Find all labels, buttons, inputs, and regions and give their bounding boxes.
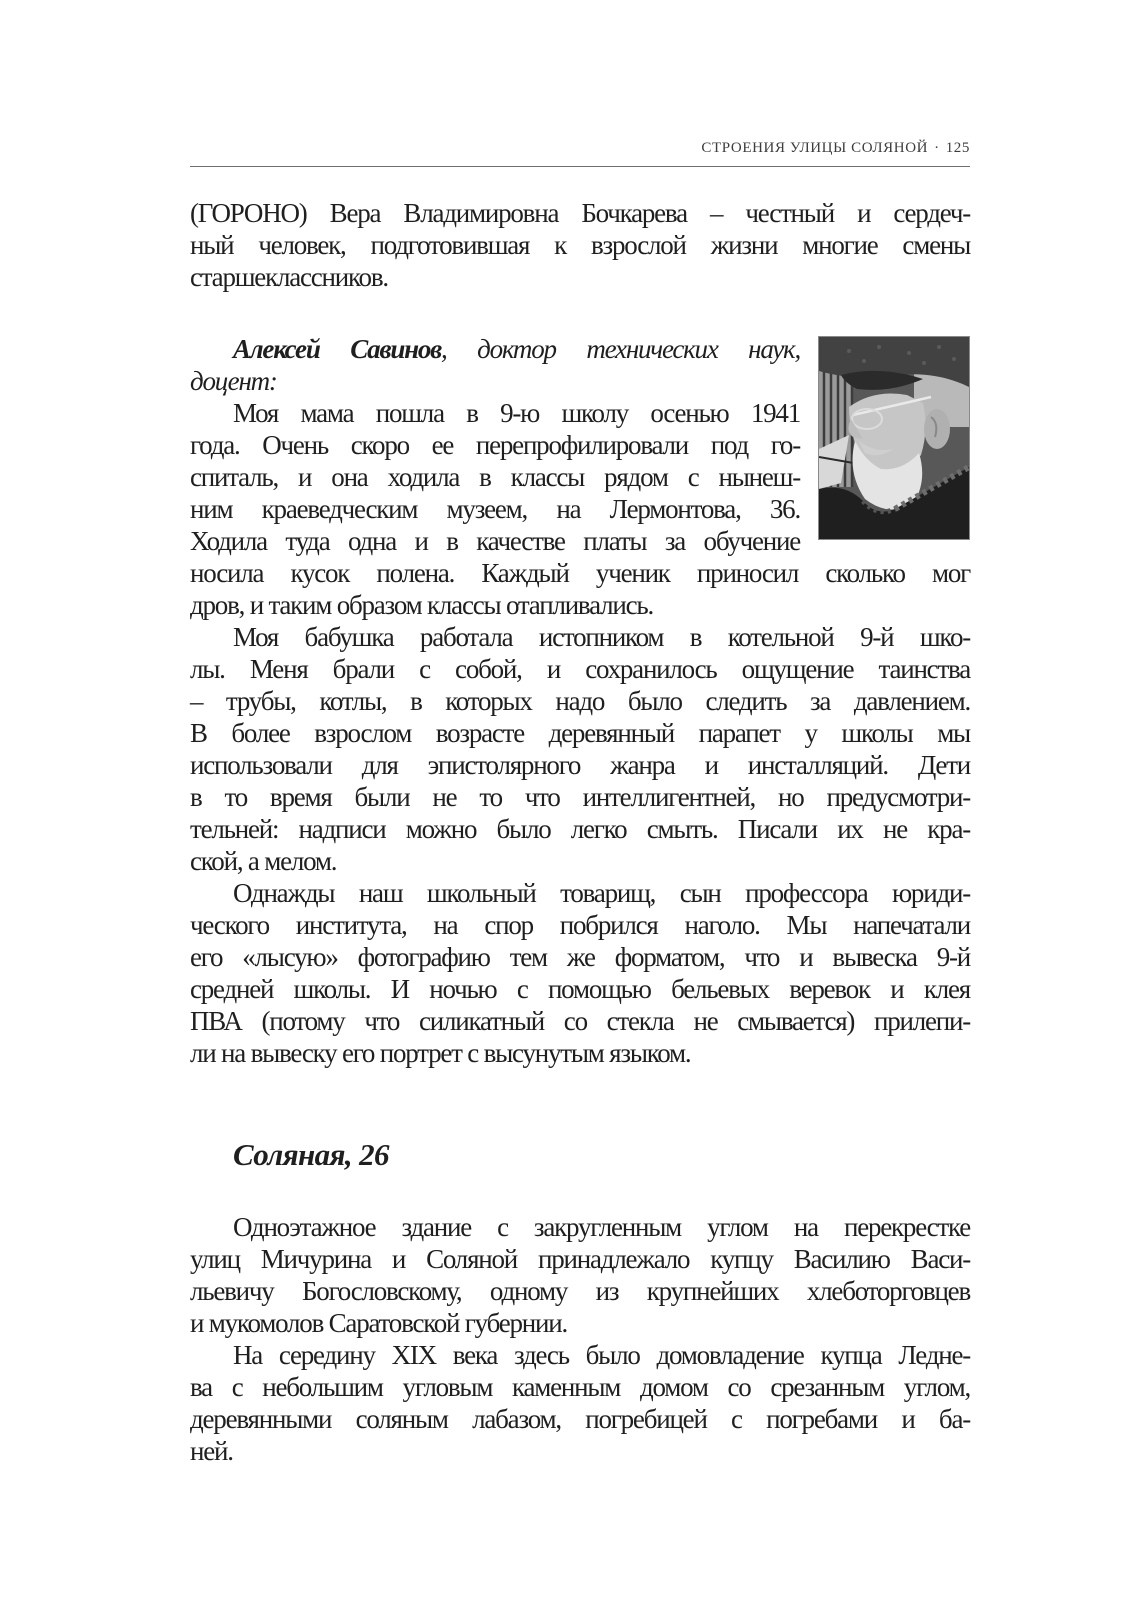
text-line: ли на вывеску его портрет с высунутым языком. xyxy=(190,1038,691,1068)
speaker-title-line: доцент: xyxy=(190,366,277,396)
text-line: года. Очень скоро ее перепрофилировали под го- xyxy=(190,430,800,460)
text-line: – трубы, котлы, в которых надо было следить за давлением. xyxy=(190,686,970,716)
text-line: старшеклассников. xyxy=(190,262,388,292)
speaker-name: Алексей Савинов xyxy=(233,334,442,364)
text-line: Одноэтажное здание с закругленным углом на перекрестке xyxy=(233,1212,970,1242)
text-line: На середину XIX века здесь было домовладение купца Ледне- xyxy=(233,1340,970,1370)
text-line: носила кусок полена. Каждый ученик приносил сколько мог xyxy=(190,558,970,588)
section-paragraph-1 xyxy=(190,1211,970,1339)
text-line: лы. Меня брали с собой, и сохранилось ощущение таинства xyxy=(190,654,970,684)
portrait-photo xyxy=(818,336,970,540)
section-paragraph-2 xyxy=(190,1339,970,1467)
page-header xyxy=(190,138,970,158)
section-heading: Соляная, 26 xyxy=(233,1137,389,1172)
text-line: Моя мама пошла в 9-ю школу осенью 1941 xyxy=(233,398,800,428)
text-line: его «лысую» фотографию тем же форматом, что и вывеска 9-й xyxy=(190,942,970,972)
page-body-text xyxy=(190,197,970,1467)
text-line: ва с небольшим угловым каменным домом со срезанным углом, xyxy=(190,1372,970,1402)
page-number: 125 xyxy=(945,140,970,156)
text-line: и мукомолов Саратовской губернии. xyxy=(190,1308,568,1338)
text-line: Моя бабушка работала истопником в котельной 9-й шко- xyxy=(233,622,970,652)
text-line: дров, и таким образом классы отапливались. xyxy=(190,590,654,620)
text-line: ним краеведческим музеем, на Лермонтова, 36. xyxy=(190,494,800,524)
header-separator: · xyxy=(934,140,940,156)
text-line: ПВА (потому что силикатный со стекла не смывается) прилепи- xyxy=(190,1006,970,1036)
text-line: спиталь, и она ходила в классы рядом с нынеш- xyxy=(190,462,800,492)
text-line: тельней: надписи можно было легко смыть. Писали их не кра- xyxy=(190,814,970,844)
text-line: ческого института, на спор побрился наголо. Мы напечатали xyxy=(190,910,970,940)
text-line: ный человек, подготовившая к взрослой жизни многие смены xyxy=(190,230,970,260)
interview-section xyxy=(190,333,970,1069)
text-line: в то время были не то что интеллигентней, но предусмотри- xyxy=(190,782,970,812)
interview-paragraph-3 xyxy=(190,877,970,1069)
text-line: (ГОРОНО) Вера Владимировна Бочкарева – честный и сердеч- xyxy=(190,198,970,228)
speaker-title: , доктор технических наук, xyxy=(441,334,801,364)
text-line: деревянными соляным лабазом, погребицей с погребами и ба- xyxy=(190,1404,970,1434)
text-line: ской, а мелом. xyxy=(190,846,337,876)
text-line: льевичу Богословскому, одному из крупнейших хлеботорговцев xyxy=(190,1276,970,1306)
text-line: Однажды наш школьный товарищ, сын профессора юриди- xyxy=(233,878,970,908)
text-line: ней. xyxy=(190,1436,233,1466)
text-line: средней школы. И ночью с помощью бельевых веревок и клея xyxy=(190,974,970,1004)
header-rule xyxy=(190,166,970,167)
text-line: улиц Мичурина и Соляной принадлежало купцу Василию Васи- xyxy=(190,1244,970,1274)
lead-paragraph xyxy=(190,197,970,293)
interview-paragraph-2 xyxy=(190,621,970,877)
running-title: СТРОЕНИЯ УЛИЦЫ СОЛЯНОЙ xyxy=(701,140,929,156)
text-line: В более взрослом возрасте деревянный парапет у школы мы xyxy=(190,718,970,748)
text-line: Ходила туда одна и в качестве платы за обучение xyxy=(190,526,800,556)
text-line: использовали для эпистолярного жанра и инсталляций. Дети xyxy=(190,750,970,780)
